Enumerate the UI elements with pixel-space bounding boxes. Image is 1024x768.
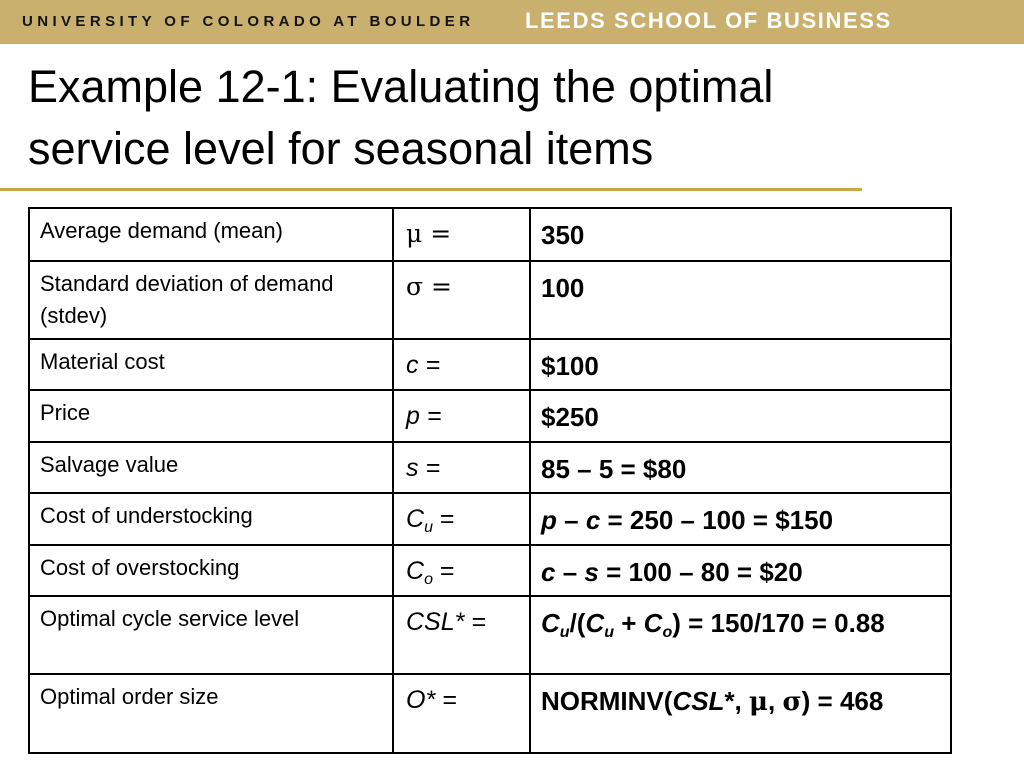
row-symbol: c =: [393, 339, 530, 390]
row-label: Cost of overstocking: [29, 545, 393, 596]
slide-title-line-1: Example 12-1: Evaluating the optimal: [28, 61, 774, 112]
row-label: Price: [29, 390, 393, 442]
row-value: 100: [530, 261, 951, 339]
row-value: p – c = 250 – 100 = $150: [530, 493, 951, 545]
table-row: [29, 493, 951, 545]
table-row: [29, 545, 951, 596]
row-label: Standard deviation of demand (stdev): [29, 261, 393, 339]
slide-title-line-2: service level for seasonal items: [28, 123, 654, 174]
row-value: c – s = 100 – 80 = $20: [530, 545, 951, 596]
row-symbol: p =: [393, 390, 530, 442]
table-row: [29, 390, 951, 442]
university-name: UNIVERSITY OF COLORADO AT BOULDER: [22, 13, 475, 30]
row-value: $100: [530, 339, 951, 390]
header-banner: [0, 0, 1024, 44]
row-symbol: μ =: [393, 208, 530, 261]
row-value: $C_u/(C_u + C_o) = 150/170 = 0.88$: [530, 596, 951, 674]
slide-title: [28, 56, 928, 180]
row-symbol: O* =: [393, 674, 530, 753]
title-divider: [0, 188, 862, 191]
row-value: $250: [530, 390, 951, 442]
row-value: 85 – 5 = $80: [530, 442, 951, 493]
table-row: [29, 208, 951, 261]
row-symbol: s =: [393, 442, 530, 493]
row-label: Cost of understocking: [29, 493, 393, 545]
row-symbol: σ =: [393, 261, 530, 339]
row-value: NORMINV(CSL*, μ, σ) = 468: [530, 674, 951, 753]
school-name: LEEDS SCHOOL OF BUSINESS: [525, 8, 892, 33]
parameters-table: [28, 207, 952, 754]
row-value: 350: [530, 208, 951, 261]
table-row: [29, 261, 951, 339]
row-label: Optimal order size: [29, 674, 393, 753]
row-symbol: $C_o$ =: [393, 545, 530, 596]
table-row: [29, 339, 951, 390]
row-label: Average demand (mean): [29, 208, 393, 261]
row-label: Material cost: [29, 339, 393, 390]
row-label: Optimal cycle service level: [29, 596, 393, 674]
table-row: [29, 596, 951, 674]
row-symbol: $C_u$ =: [393, 493, 530, 545]
row-symbol: CSL* =: [393, 596, 530, 674]
row-label: Salvage value: [29, 442, 393, 493]
table-row: [29, 442, 951, 493]
table-row: [29, 674, 951, 753]
